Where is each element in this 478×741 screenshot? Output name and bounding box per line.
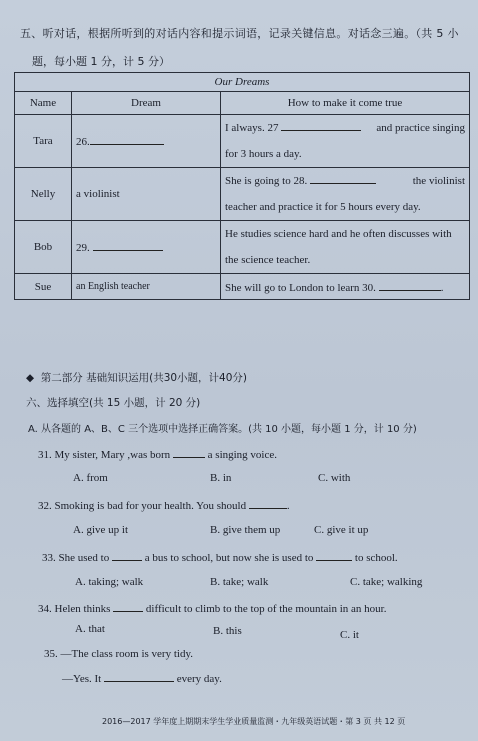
answer-blank-26[interactable]	[90, 134, 164, 145]
answer-blank-35[interactable]	[104, 671, 174, 682]
answer-blank-28[interactable]	[310, 173, 376, 184]
answer-blank-34[interactable]	[113, 601, 143, 612]
answer-blank-29[interactable]	[93, 240, 163, 251]
option-33b[interactable]: B. take; walk	[210, 576, 269, 588]
option-34c[interactable]: C. it	[340, 629, 359, 641]
header-name: Name	[15, 92, 72, 115]
option-33c[interactable]: C. take; walking	[350, 576, 423, 588]
option-31a[interactable]: A. from	[73, 472, 108, 484]
question-35: 35. —The class room is very tidy.	[44, 648, 193, 660]
answer-blank-30[interactable]	[379, 280, 441, 291]
option-32a[interactable]: A. give up it	[73, 524, 128, 536]
our-dreams-table	[14, 72, 470, 300]
table-row	[15, 115, 470, 168]
row-how: She will go to London to learn 30. .	[221, 274, 470, 300]
header-dream: Dream	[72, 92, 221, 115]
answer-blank-27[interactable]	[281, 120, 361, 131]
option-33a[interactable]: A. taking; walk	[75, 576, 144, 588]
page-footer: 2016—2017 学年度上期期末学生学业质量监测・九年级英语试题・第 3 页 共 12 页	[102, 717, 406, 726]
row-dream: 29.	[72, 221, 221, 274]
section5-instruction-line1: 五、听对话，根据所听到的对话内容和提示词语，记录关键信息。对话念三遍。（共 5 小	[20, 27, 459, 40]
answer-blank-33a[interactable]	[112, 550, 142, 561]
row-name: Bob	[15, 221, 72, 274]
part2-heading: ◆ 第二部分 基础知识运用(共30小题，计40分)	[26, 372, 248, 384]
answer-blank-32[interactable]	[249, 498, 287, 509]
section5-instruction-line2: 题，每小题 1 分，计 5 分）	[32, 55, 170, 68]
row-how: He studies science hard and he often discusses with the science teacher.	[221, 221, 470, 274]
row-dream: an English teacher	[72, 274, 221, 300]
row-name: Sue	[15, 274, 72, 300]
table-row	[15, 168, 470, 221]
row-how: She is going to 28. the violinist teacher and practice it for 5 hours every day.	[221, 168, 470, 221]
header-how: How to make it come true	[221, 92, 470, 115]
answer-blank-31[interactable]	[173, 447, 205, 458]
diamond-icon: ◆	[26, 372, 35, 384]
sectionA-instruction: A. 从各题的 A、B、C 三个选项中选择正确答案。(共 10 小题，每小题 1 分，计 10 分)	[28, 424, 417, 435]
question-32: 32. Smoking is bad for your health. You should .	[38, 500, 290, 512]
row-name: Tara	[15, 115, 72, 168]
row-how: I always. 27 and practice singing for 3 hours a day.	[221, 115, 470, 168]
row-dream: a violinist	[72, 168, 221, 221]
option-32b[interactable]: B. give them up	[210, 524, 281, 536]
row-dream: 26.	[72, 115, 221, 168]
question-33: 33. She used to a bus to school, but now she is used to to school.	[42, 552, 398, 564]
option-31c[interactable]: C. with	[318, 472, 351, 484]
option-34b[interactable]: B. this	[213, 625, 242, 637]
option-34a[interactable]: A. that	[75, 623, 105, 635]
answer-blank-33b[interactable]	[316, 550, 352, 561]
option-32c[interactable]: C. give it up	[314, 524, 369, 536]
table-title: Our Dreams	[15, 73, 470, 92]
section6-heading: 六、选择填空(共 15 小题，计 20 分)	[26, 397, 201, 409]
table-row	[15, 274, 470, 300]
row-name: Nelly	[15, 168, 72, 221]
table-header-row	[15, 92, 470, 115]
question-34: 34. Helen thinks difficult to climb to the top of the mountain in an hour.	[38, 603, 387, 615]
option-31b[interactable]: B. in	[210, 472, 232, 484]
question-35-reply: —Yes. It every day.	[62, 673, 222, 685]
table-row	[15, 221, 470, 274]
question-31: 31. My sister, Mary ,was born a singing voice.	[38, 449, 278, 461]
